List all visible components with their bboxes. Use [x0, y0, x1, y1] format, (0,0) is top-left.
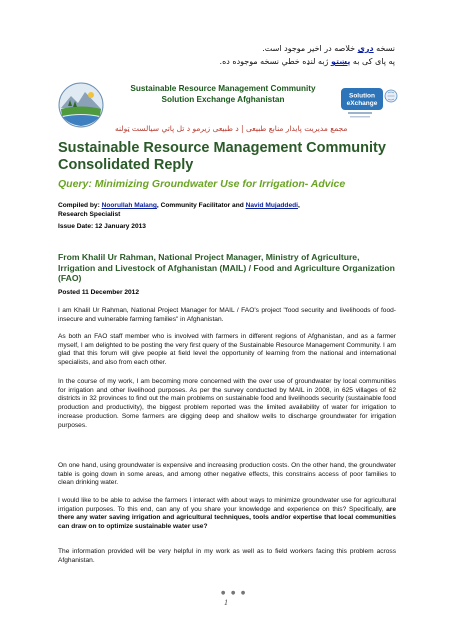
compiler-link-1[interactable]: Noorullah Malang	[101, 202, 157, 209]
org-name-line1: Sustainable Resource Management Community	[130, 84, 316, 93]
community-logo-icon	[58, 82, 104, 128]
footer-dots: ● ● ●	[221, 590, 248, 596]
paragraph-4: On one hand, using groundwater is expensive and increasing production costs. On the other hand, the groundwater table is going down in some areas, and among other negative effects, this constrains access of poor families to clean drinking water.	[58, 462, 396, 487]
dari-link[interactable]: دری	[357, 44, 374, 53]
paragraph-5-text: I would like to be able to advise the farmers I interact with about ways to minimize groundwater use for agricultural irrigation purposes. To this end, can any of you share your knowledge and experience on this? Specifically,	[58, 497, 396, 513]
community-name	[118, 84, 328, 105]
compiled-prefix: Compiled by:	[58, 202, 102, 209]
paragraph-5	[58, 497, 396, 532]
post-author-heading: From Khalil Ur Rahman, National Project Manager, Ministry of Agriculture, Irrigation and Livestock of Afghanistan (MAIL) / Food and Agriculture Organization (FAO)	[58, 252, 395, 284]
paragraph-6: The information provided will be very helpful in my work as well as to field workers facing this problem across Afghanistan.	[58, 548, 396, 564]
paragraph-2: As both an FAO staff member who is involved with farmers in different regions of Afghanistan, and as a farmer myself, I am delighted to be posting the very first query of the Sustainable Resource Management Community. I am glad that this forum will give people at field level the opportunity of learning from the national and international specialists, and also from each other.	[58, 333, 396, 367]
rtl-note-dari	[262, 44, 395, 53]
org-name-line2: Solution Exchange Afghanistan	[161, 94, 285, 104]
compiled-mid: , Community Facilitator and	[156, 202, 246, 209]
compiled-by	[58, 202, 403, 219]
query-title: Query: Minimizing Groundwater Use for Irrigation- Advice	[58, 178, 346, 190]
paragraph-1: I am Khalil Ur Rahman, National Project Manager for MAIL / FAO's project "food security and livelihoods of food-insecure and vulnerable farming families" in Afghanistan.	[58, 307, 396, 323]
compiler-link-2[interactable]: Navid Mujaddedi	[245, 202, 298, 209]
rtl-text: په پای کی به	[350, 57, 395, 66]
compiler-role: Research Specialist	[58, 210, 121, 218]
logo-line1: Solution	[349, 92, 375, 100]
page-number: 1	[224, 598, 228, 607]
compiled-suffix: ,	[297, 202, 300, 209]
rtl-text: خلاصه در اخیر موجود است.	[262, 44, 358, 53]
document-title: Sustainable Resource Management Community Consolidated Reply	[58, 140, 386, 173]
pashto-link[interactable]: پښتو	[330, 57, 351, 66]
logo-line2: eXchange	[346, 100, 378, 107]
paragraph-5-question: are there any water saving irrigation and agricultural techniques, tools and/or expertise that local communities can draw on to optimize sustainable water use?	[58, 505, 396, 531]
solution-exchange-logo-icon	[340, 84, 398, 120]
rtl-note-pashto	[220, 57, 395, 66]
posted-date: Posted 11 December 2012	[58, 289, 140, 296]
community-name-rtl: مجمع مديريت پايدار منابع طبيعى | د طبيعى زيرمو د تل پاتي سيالست ټولنه	[115, 124, 348, 133]
issue-date: Issue Date: 12 January 2013	[58, 223, 146, 230]
paragraph-3: In the course of my work, I am becoming more concerned with the over use of groundwater by local communities for irrigation and other livelihood purposes. As per the survey conducted by MAIL in 2008, in 625 villages of 62 districts in 32 provinces to find out the main problems on sustainable food and livelihoods security (sustainable food production and productivity), the biggest problem reported was the limited availability of water for irrigation to increase production. Some farmers are digging deep and shallow wells to discharge groundwater for irrigation purposes.	[58, 378, 396, 429]
rtl-text: نسخه	[373, 44, 395, 53]
rtl-text: ژبه لنډه خطي نسخه موجوده ده.	[219, 57, 331, 66]
